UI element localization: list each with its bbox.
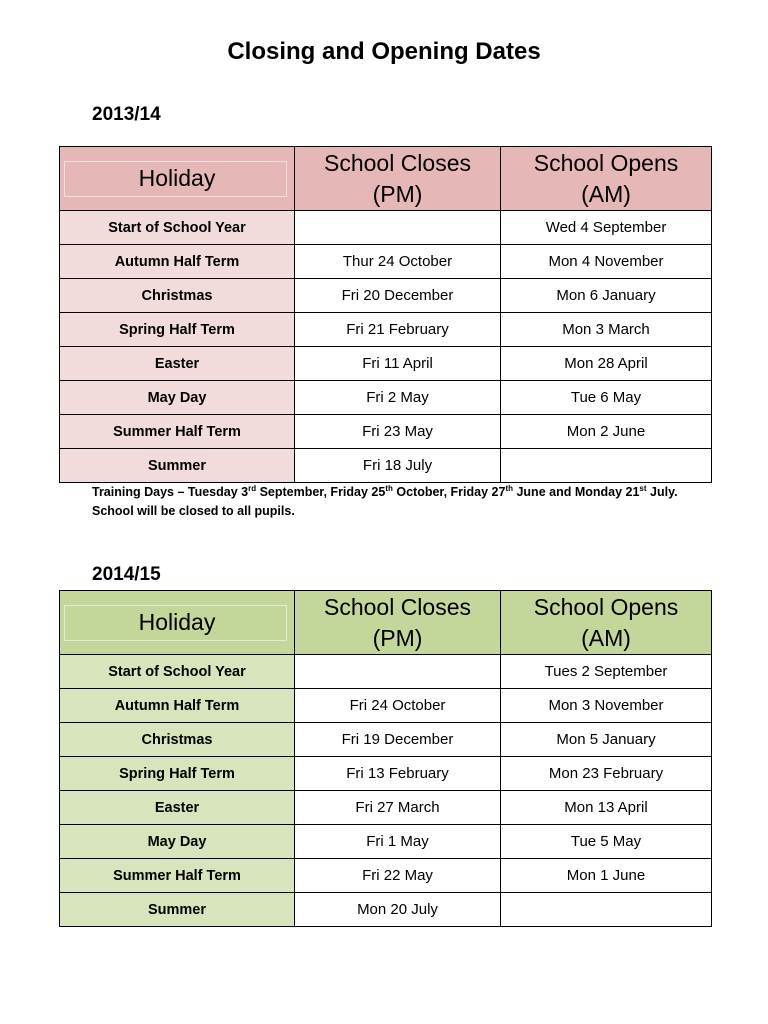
- closes-date-cell: Fri 13 February: [295, 757, 501, 791]
- opens-column-header: School Opens (AM): [501, 591, 712, 655]
- closes-date-cell: [295, 211, 501, 245]
- closes-date-cell: Fri 27 March: [295, 791, 501, 825]
- header-inner-frame: [64, 161, 287, 197]
- holiday-name-cell: Easter: [60, 791, 295, 825]
- table-row: [60, 381, 712, 415]
- opens-date-cell: Mon 3 March: [501, 313, 712, 347]
- table-row: [60, 689, 712, 723]
- holiday-name-cell: Summer Half Term: [60, 415, 295, 449]
- opens-date-cell: Wed 4 September: [501, 211, 712, 245]
- closes-date-cell: Fri 18 July: [295, 449, 501, 483]
- closes-date-cell: Fri 23 May: [295, 415, 501, 449]
- note-text: October, Friday 27: [392, 485, 506, 499]
- opens-date-cell: [501, 449, 712, 483]
- ordinal-suffix: th: [385, 484, 393, 493]
- opens-date-cell: Tue 6 May: [501, 381, 712, 415]
- ordinal-suffix: th: [505, 484, 513, 493]
- table-row: [60, 825, 712, 859]
- opens-date-cell: Mon 1 June: [501, 859, 712, 893]
- holiday-name-cell: Summer: [60, 449, 295, 483]
- opens-date-cell: Mon 23 February: [501, 757, 712, 791]
- closes-date-cell: Fri 11 April: [295, 347, 501, 381]
- holiday-name-cell: Spring Half Term: [60, 757, 295, 791]
- holiday-name-cell: Christmas: [60, 723, 295, 757]
- table-row: [60, 415, 712, 449]
- holiday-name-cell: Autumn Half Term: [60, 689, 295, 723]
- note-text: September, Friday 25: [256, 485, 386, 499]
- table-row: [60, 791, 712, 825]
- training-days-note: [92, 483, 692, 521]
- opens-date-cell: Tue 5 May: [501, 825, 712, 859]
- closes-column-header: School Closes (PM): [295, 591, 501, 655]
- closes-date-cell: Fri 19 December: [295, 723, 501, 757]
- opens-date-cell: [501, 893, 712, 927]
- holiday-name-cell: Summer Half Term: [60, 859, 295, 893]
- holiday-name-cell: May Day: [60, 381, 295, 415]
- opens-date-cell: Mon 2 June: [501, 415, 712, 449]
- table-row: [60, 723, 712, 757]
- table-row: [60, 245, 712, 279]
- holiday-column-header: [60, 591, 295, 655]
- opens-date-cell: Mon 5 January: [501, 723, 712, 757]
- note-text: July. School will be closed to all pupils.: [92, 485, 678, 518]
- table-row: [60, 893, 712, 927]
- year-heading-2014-15: 2014/15: [92, 564, 161, 585]
- holiday-name-cell: Summer: [60, 893, 295, 927]
- closes-date-cell: [295, 655, 501, 689]
- closes-date-cell: Fri 24 October: [295, 689, 501, 723]
- year-heading-2013-14: 2013/14: [92, 104, 161, 125]
- closes-date-cell: Fri 22 May: [295, 859, 501, 893]
- header-inner-frame: [64, 605, 287, 641]
- dates-table-2014-15: [59, 590, 712, 927]
- closes-column-header: School Closes (PM): [295, 147, 501, 211]
- holiday-name-cell: Start of School Year: [60, 655, 295, 689]
- holiday-header-label: Holiday: [138, 165, 216, 191]
- table-header-row: [60, 147, 712, 211]
- opens-date-cell: Mon 4 November: [501, 245, 712, 279]
- closes-date-cell: Fri 21 February: [295, 313, 501, 347]
- holiday-header-label: Holiday: [138, 609, 216, 635]
- holiday-name-cell: May Day: [60, 825, 295, 859]
- table-header-row: [60, 591, 712, 655]
- opens-column-header: School Opens (AM): [501, 147, 712, 211]
- holiday-name-cell: Autumn Half Term: [60, 245, 295, 279]
- ordinal-suffix: st: [639, 484, 647, 493]
- holiday-name-cell: Spring Half Term: [60, 313, 295, 347]
- note-text: June and Monday 21: [513, 485, 640, 499]
- table-row: [60, 655, 712, 689]
- table-row: [60, 279, 712, 313]
- closes-date-cell: Fri 20 December: [295, 279, 501, 313]
- table-row: [60, 347, 712, 381]
- closes-date-cell: Mon 20 July: [295, 893, 501, 927]
- opens-date-cell: Tues 2 September: [501, 655, 712, 689]
- holiday-name-cell: Easter: [60, 347, 295, 381]
- ordinal-suffix: rd: [248, 484, 257, 493]
- holiday-name-cell: Christmas: [60, 279, 295, 313]
- table-row: [60, 313, 712, 347]
- table-row: [60, 449, 712, 483]
- holiday-column-header: [60, 147, 295, 211]
- opens-date-cell: Mon 28 April: [501, 347, 712, 381]
- closes-date-cell: Thur 24 October: [295, 245, 501, 279]
- opens-date-cell: Mon 13 April: [501, 791, 712, 825]
- holiday-name-cell: Start of School Year: [60, 211, 295, 245]
- opens-date-cell: Mon 3 November: [501, 689, 712, 723]
- table-row: [60, 757, 712, 791]
- opens-date-cell: Mon 6 January: [501, 279, 712, 313]
- closes-date-cell: Fri 2 May: [295, 381, 501, 415]
- note-text: Training Days – Tuesday 3: [92, 485, 249, 499]
- closes-date-cell: Fri 1 May: [295, 825, 501, 859]
- table-row: [60, 859, 712, 893]
- dates-table-2013-14: [59, 146, 712, 483]
- page-title: Closing and Opening Dates: [227, 38, 541, 65]
- table-row: [60, 211, 712, 245]
